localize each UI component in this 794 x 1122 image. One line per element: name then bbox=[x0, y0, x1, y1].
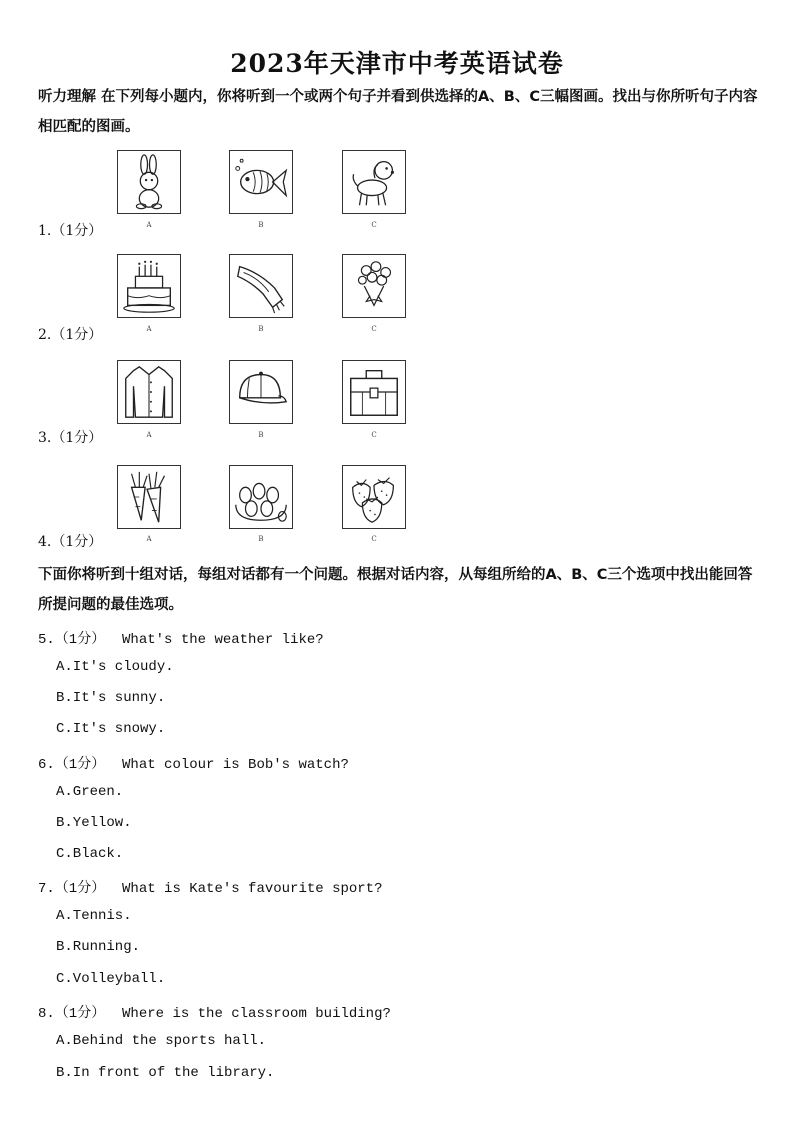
choice-c-label: C bbox=[371, 535, 377, 543]
rabbit-icon bbox=[117, 150, 181, 214]
fish-icon bbox=[229, 150, 293, 214]
question-5-text: What's the weather like? bbox=[122, 632, 324, 648]
page-title: 2023年天津市中考英语试卷 bbox=[230, 49, 564, 78]
option-7a: A.Tennis. bbox=[56, 908, 132, 924]
option-5c: C.It's snowy. bbox=[56, 721, 166, 737]
question-8-label: 8.（1分） bbox=[38, 1006, 106, 1022]
option-5a: A.It's cloudy. bbox=[56, 659, 174, 675]
question-6-label: 6.（1分） bbox=[38, 757, 106, 773]
question-8 bbox=[38, 1002, 391, 1022]
question-7 bbox=[38, 877, 382, 897]
choice-b-label: B bbox=[258, 325, 264, 333]
carrots-icon bbox=[117, 465, 181, 529]
choice-b-label: B bbox=[258, 431, 264, 439]
option-6c: C.Black. bbox=[56, 846, 124, 862]
option-8b: B.In front of the library. bbox=[56, 1065, 275, 1081]
option-7b: B.Running. bbox=[56, 939, 141, 955]
scarf-icon bbox=[229, 254, 293, 318]
question-1-label: 1.（1分） bbox=[38, 223, 103, 239]
question-5 bbox=[38, 628, 324, 648]
question-2-label: 2.（1分） bbox=[38, 327, 103, 343]
choice-c-label: C bbox=[371, 221, 377, 229]
choice-a-label: A bbox=[146, 535, 152, 543]
option-8a: A.Behind the sports hall. bbox=[56, 1033, 267, 1049]
question-5-label: 5.（1分） bbox=[38, 632, 106, 648]
choice-a-label: A bbox=[146, 325, 152, 333]
question-8-text: Where is the classroom building? bbox=[122, 1006, 391, 1022]
question-3-label: 3.（1分） bbox=[38, 430, 103, 446]
choice-b-label: B bbox=[258, 535, 264, 543]
section1-instruction: 听力理解 在下列每小题内，你将听到一个或两个句子并看到供选择的A、B、C三幅图画。找出与你所听句子内容相匹配的图画。 bbox=[38, 89, 758, 135]
choice-a-label: A bbox=[146, 221, 152, 229]
question-7-label: 7.（1分） bbox=[38, 881, 106, 897]
strawberries-icon bbox=[342, 465, 406, 529]
option-6b: B.Yellow. bbox=[56, 815, 132, 831]
dog-icon bbox=[342, 150, 406, 214]
question-7-text: What is Kate's favourite sport? bbox=[122, 881, 383, 897]
section2-instruction: 下面你将听到十组对话，每组对话都有一个问题。根据对话内容，从每组所给的A、B、C三个选项中找出能回答所提问题的最佳选项。 bbox=[38, 567, 753, 613]
bag-icon bbox=[342, 360, 406, 424]
option-6a: A.Green. bbox=[56, 784, 124, 800]
cap-icon bbox=[229, 360, 293, 424]
cake-icon bbox=[117, 254, 181, 318]
choice-b-label: B bbox=[258, 221, 264, 229]
question-4-label: 4.（1分） bbox=[38, 534, 103, 550]
option-7c: C.Volleyball. bbox=[56, 971, 166, 987]
question-6-text: What colour is Bob's watch? bbox=[122, 757, 349, 773]
option-5b: B.It's sunny. bbox=[56, 690, 166, 706]
question-6 bbox=[38, 753, 349, 773]
shirt-icon bbox=[117, 360, 181, 424]
choice-c-label: C bbox=[371, 431, 377, 439]
choice-c-label: C bbox=[371, 325, 377, 333]
flowers-icon bbox=[342, 254, 406, 318]
choice-a-label: A bbox=[146, 431, 152, 439]
eggs-icon bbox=[229, 465, 293, 529]
